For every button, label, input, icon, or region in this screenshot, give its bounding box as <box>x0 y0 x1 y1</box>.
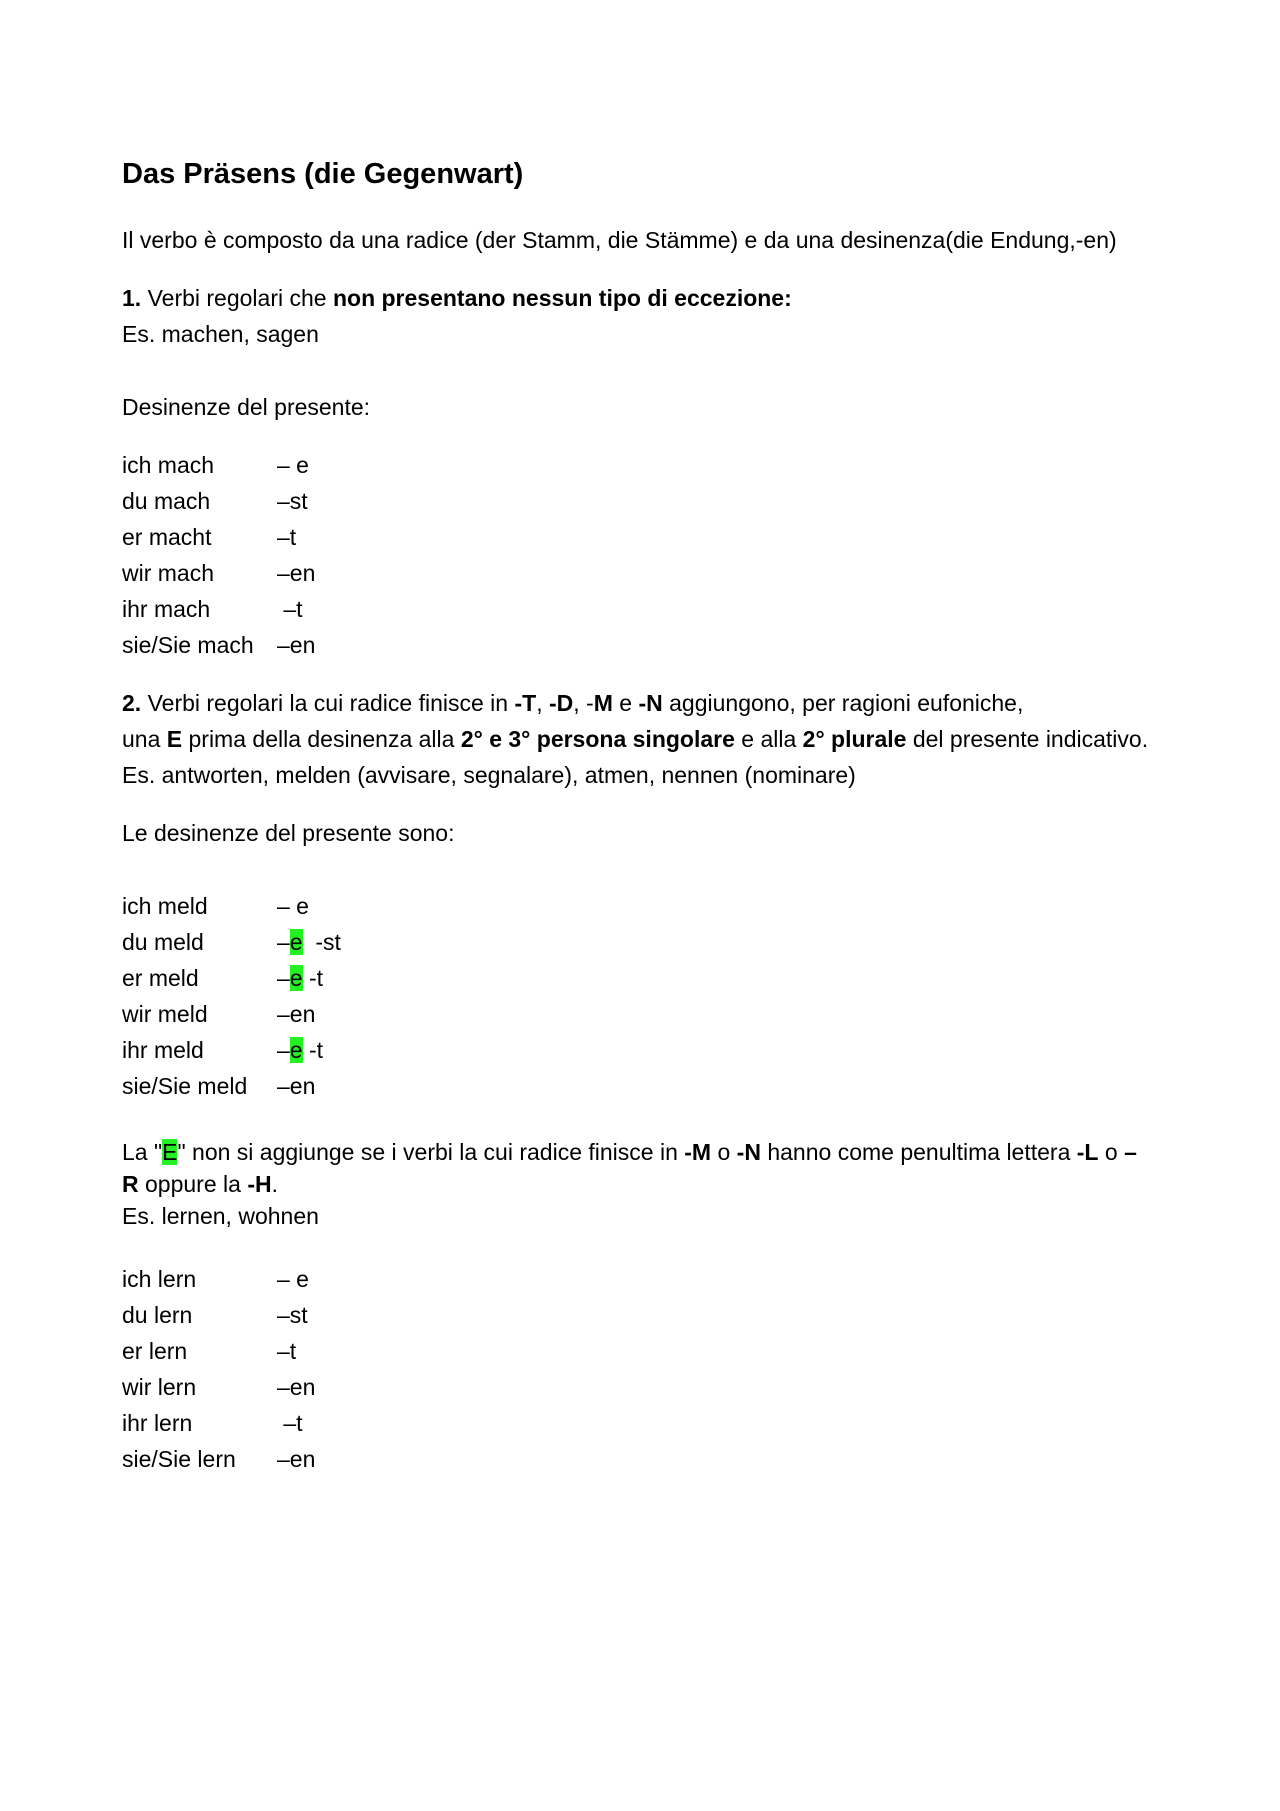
conj-ending: –e -t <box>277 1037 324 1063</box>
conj-pronoun: sie/Sie mach <box>122 632 254 658</box>
conj-ending: – e <box>277 893 309 919</box>
conj-ending: –en <box>277 1073 316 1099</box>
conj-ending: –st <box>277 1302 308 1328</box>
conj-ending: –st <box>277 488 308 514</box>
conj-ending: – e <box>277 452 309 478</box>
conj-pronoun: sie/Sie lern <box>122 1446 236 1472</box>
section2-line2: una E prima della desinenza alla 2° e 3° persona singolare e alla 2° plurale del presente indicativo. <box>122 726 1149 752</box>
conj-pronoun: ich mach <box>122 452 215 478</box>
section3-line1: La "E" non si aggiunge se i verbi la cui radice finisce in -M o -N hanno come penultima lettera -L o – <box>122 1139 1137 1165</box>
conj-ending: –t <box>277 1410 303 1436</box>
section2-endings-label: Le desinenze del presente sono: <box>122 820 455 846</box>
conj-pronoun: er lern <box>122 1338 188 1364</box>
highlighted-e: e <box>289 1037 303 1063</box>
conj-pronoun: ihr mach <box>122 596 211 622</box>
conj-pronoun: ich lern <box>122 1266 197 1292</box>
conj-pronoun: er macht <box>122 524 212 550</box>
conj-pronoun: ihr meld <box>122 1037 204 1063</box>
conj-pronoun: du meld <box>122 929 204 955</box>
conj-ending: –en <box>277 560 316 586</box>
conj-ending: –en <box>277 1446 316 1472</box>
conj-pronoun: ich meld <box>122 893 208 919</box>
conj-pronoun: er meld <box>122 965 199 991</box>
conj-ending: –en <box>277 632 316 658</box>
intro-paragraph: Il verbo è composto da una radice (der Stamm, die Stämme) e da una desinenza(die Endung,-en) <box>122 227 1117 253</box>
conj-pronoun: du lern <box>122 1302 193 1328</box>
conj-ending: –t <box>277 596 303 622</box>
highlighted-e: e <box>289 965 303 991</box>
section2-line1: 2. Verbi regolari la cui radice finisce in -T, -D, -M e -N aggiungono, per ragioni eufoniche, <box>122 690 1024 716</box>
conj-ending: –t <box>277 1338 297 1364</box>
section1-endings-label: Desinenze del presente: <box>122 394 371 420</box>
page-title: Das Präsens (die Gegenwart) <box>122 158 524 190</box>
conj-ending: –t <box>277 524 297 550</box>
section3-example: Es. lernen, wohnen <box>122 1203 319 1229</box>
conj-ending: –e -st <box>277 929 341 955</box>
conj-pronoun: ihr lern <box>122 1410 193 1436</box>
highlighted-e: e <box>289 929 303 955</box>
section1-example: Es. machen, sagen <box>122 321 319 347</box>
section1-heading: 1. Verbi regolari che non presentano nessun tipo di eccezione: <box>122 285 792 311</box>
conj-ending: –e -t <box>277 965 324 991</box>
conj-pronoun: wir lern <box>122 1374 197 1400</box>
conj-ending: –en <box>277 1374 316 1400</box>
highlighted-e: E <box>162 1139 178 1165</box>
section2-example: Es. antworten, melden (avvisare, segnalare), atmen, nennen (nominare) <box>122 762 856 788</box>
conj-pronoun: wir meld <box>122 1001 208 1027</box>
conj-ending: – e <box>277 1266 309 1292</box>
conj-pronoun: wir mach <box>122 560 215 586</box>
conj-pronoun: sie/Sie meld <box>122 1073 248 1099</box>
section3-line2: R oppure la -H. <box>122 1171 278 1197</box>
conj-pronoun: du mach <box>122 488 211 514</box>
conj-ending: –en <box>277 1001 316 1027</box>
